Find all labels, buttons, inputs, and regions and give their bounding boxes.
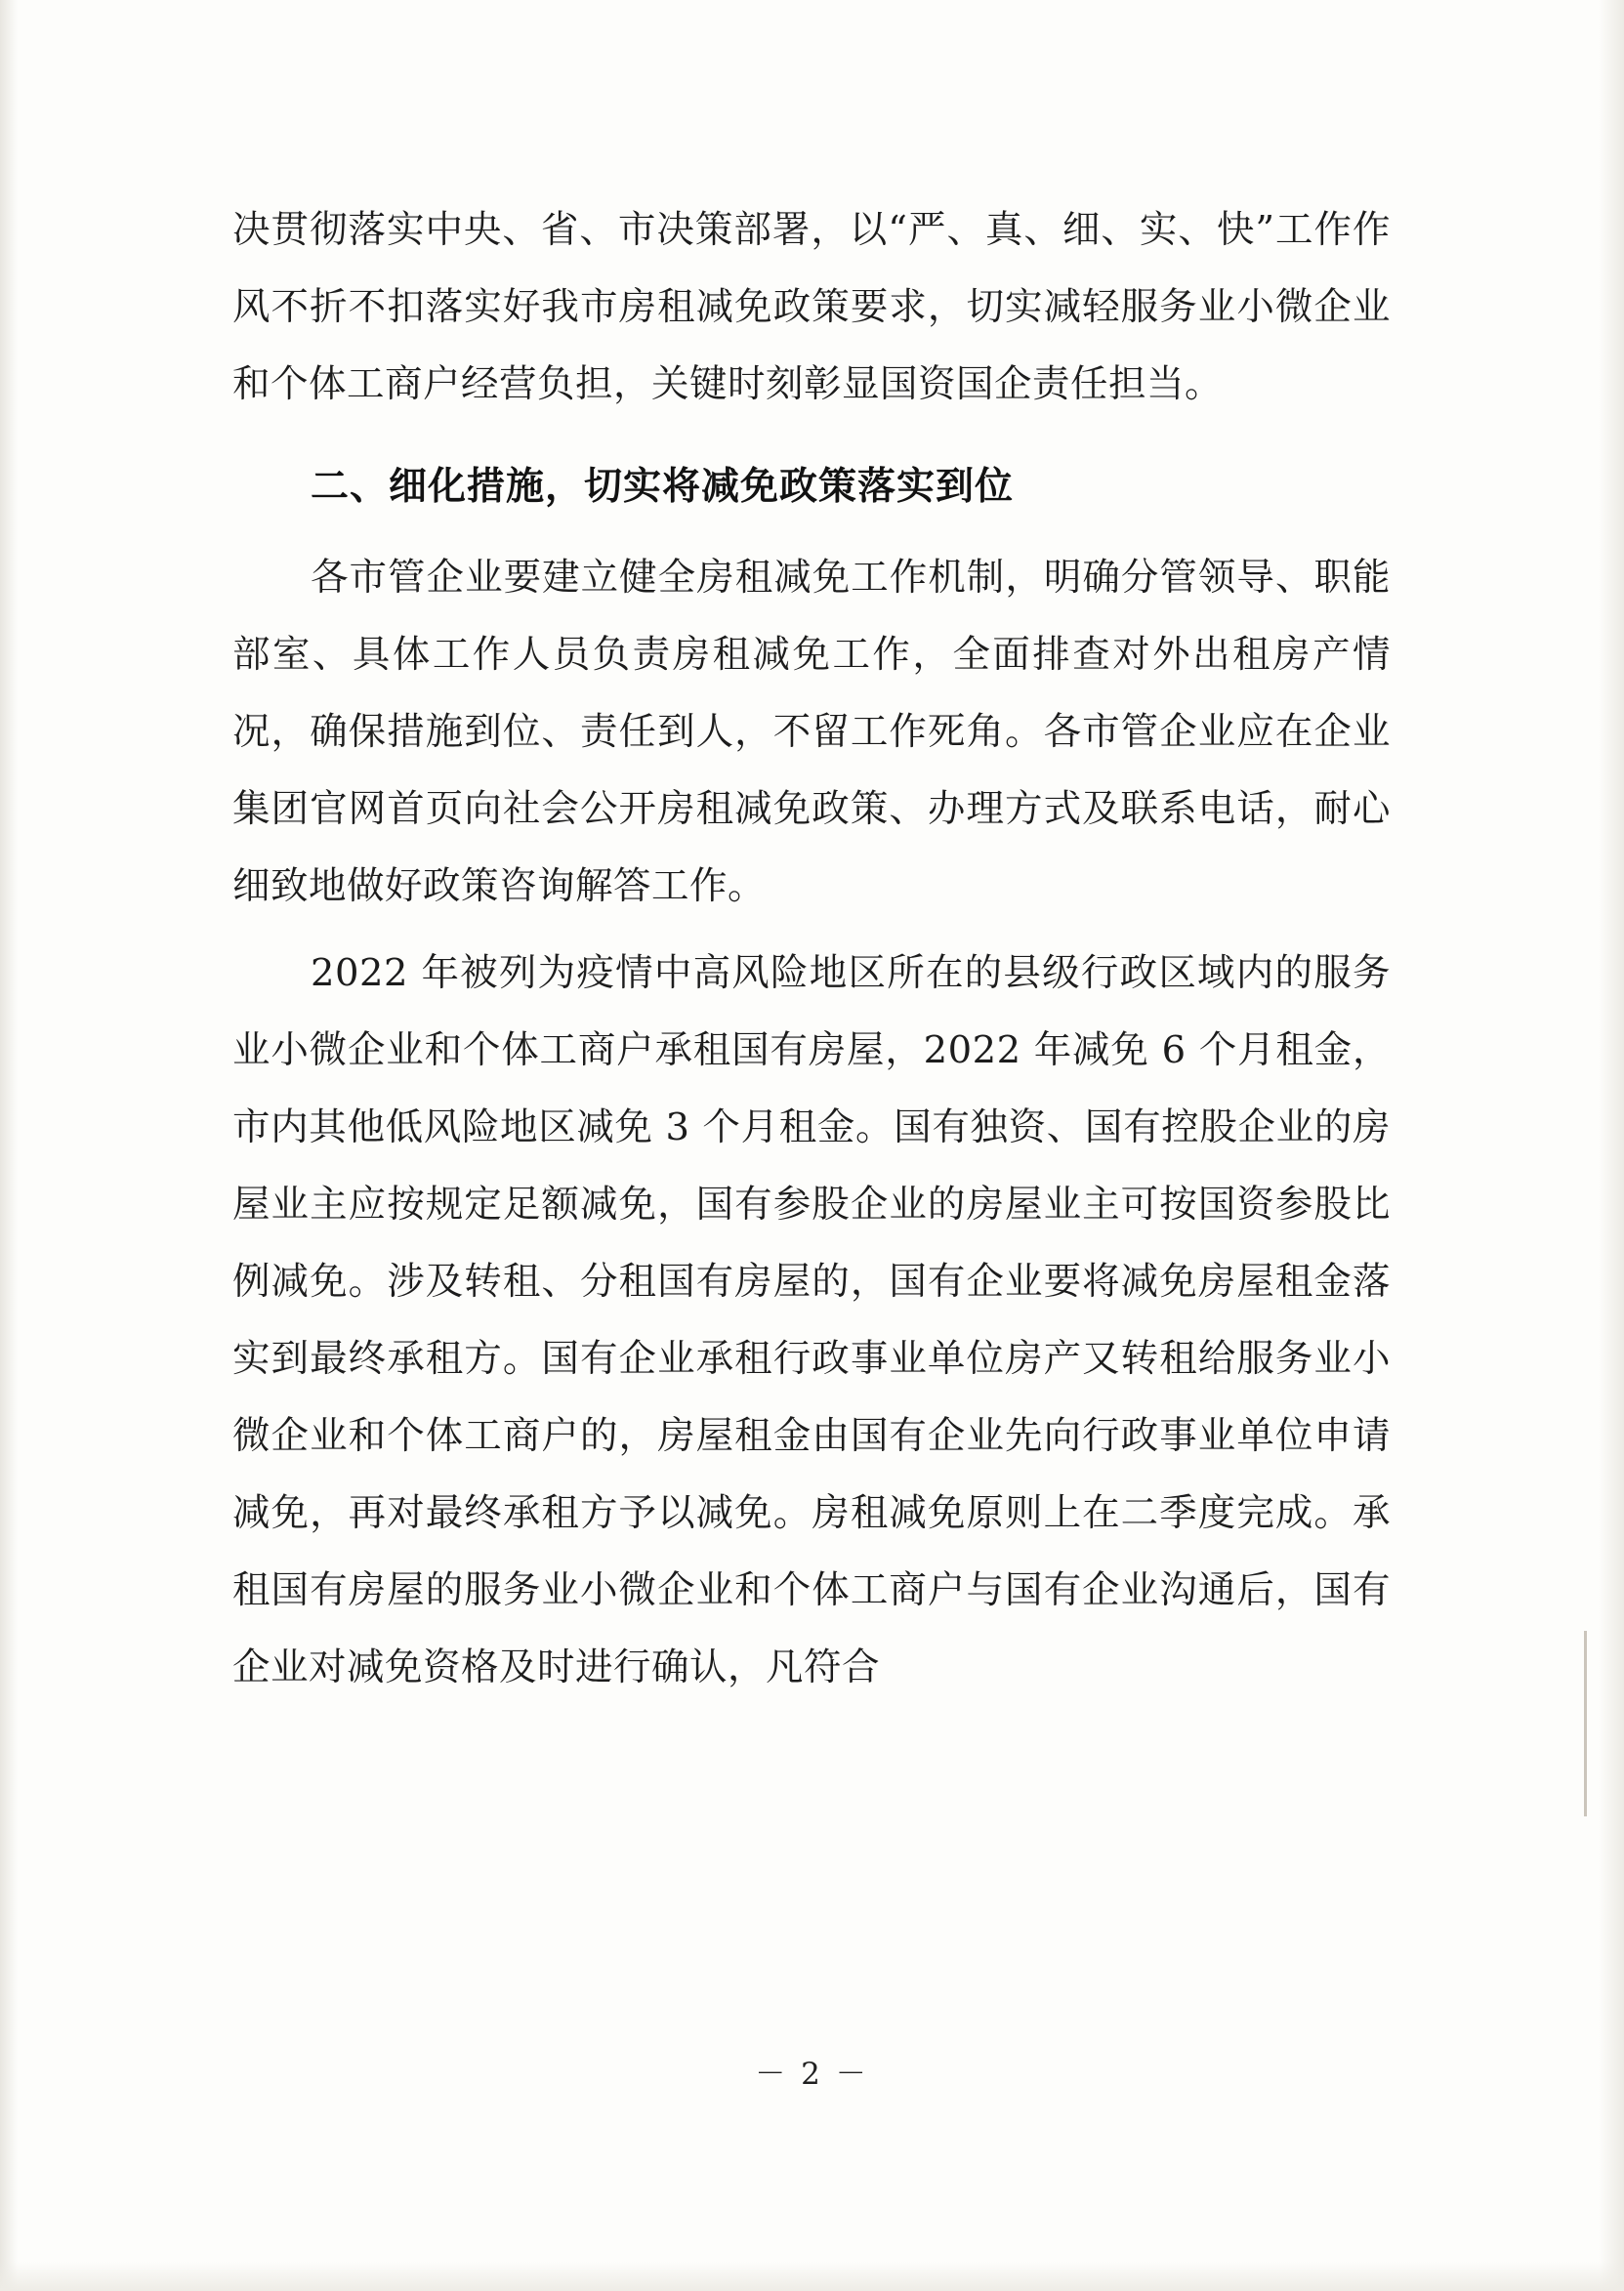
scan-edge-right <box>1599 0 1624 2291</box>
paragraph-spacer <box>232 925 1391 935</box>
section-heading-two: 二、细化措施，切实将减免政策落实到位 <box>311 464 1015 509</box>
scan-edge-bottom <box>0 2262 1624 2291</box>
paragraph-measures: 各市管企业要建立健全房租减免工作机制，明确分管领导、职能部室、具体工作人员负责房租减免工作，全面排查对外出租房产情况，确保措施到位、责任到人，不留工作死角。各市管企业应在企业集团官网首页向社会公开房租减免政策、办理方式及联系电话，耐心细致地做好政策咨询解答工作。 <box>232 556 1391 908</box>
paragraph-continuation: 决贯彻落实中央、省、市决策部署，以“严、真、细、实、快”工作作风不折不扣落实好我市房租减免政策要求，切实减轻服务业小微企业和个体工商户经营负担，关键时刻彰显国资国企责任担当。 <box>232 208 1391 406</box>
binding-mark <box>1584 1631 1587 1816</box>
paragraph-policy-details: 2022 年被列为疫情中高风险地区所在的县级行政区域内的服务业小微企业和个体工商户承租国有房屋，2022 年减免 6 个月租金，市内其他低风险地区减免 3 个月租金。国有独资、国有控股企业的房屋业主应按规定足额减免，国有参股企业的房屋业主可按国资参股比例减免。涉及转租、分租国有房屋的，国有企业要将减免房屋租金落实到最终承租方。国有企业承租行政事业单位房产又转租给服务业小微企业和个体工商户的，房屋租金由国有企业先向行政事业单位申请减免，再对最终承租方予以减免。房租减免原则上在二季度完成。承租国有房屋的服务业小微企业和个体工商户与国有企业沟通后，国有企业对减免资格及时进行确认，凡符合 <box>232 951 1391 1689</box>
document-body <box>232 191 1391 1706</box>
page-number: － 2 － <box>755 2057 869 2092</box>
scan-edge-left <box>0 0 18 2291</box>
